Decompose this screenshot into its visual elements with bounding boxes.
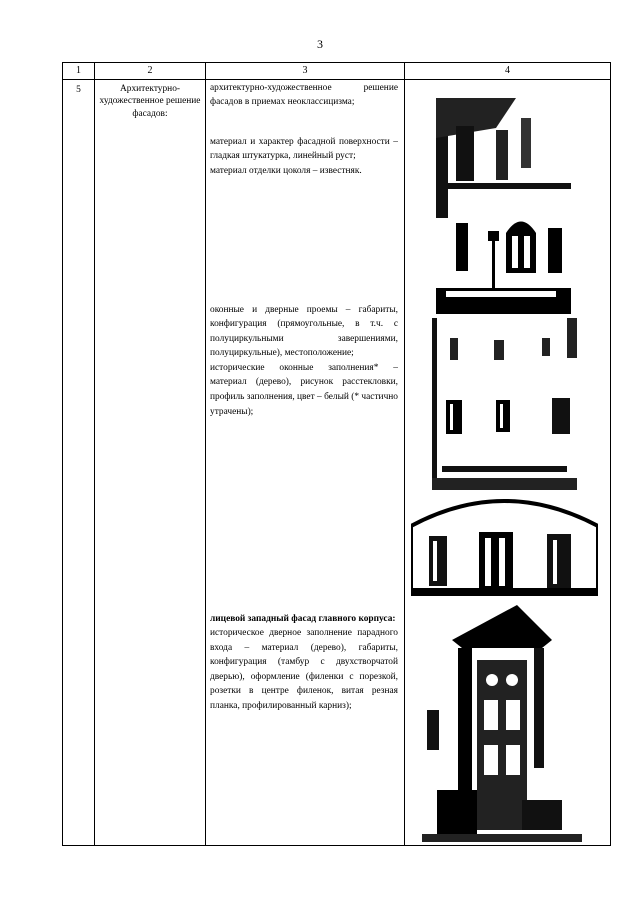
document-table: [62, 62, 611, 846]
facade-photo-arched-window: [436, 98, 571, 314]
photos-cell: [405, 79, 611, 845]
paragraph-entrance-door: историческое дверное заполнение парадного входа – материал (дерево), габариты, конфигурация (тамбур с двухстворчатой дверью), оформление (филенки с порезкой, розетки в центре филенок, витая резная планка, профилированный карниз);: [210, 628, 398, 711]
table-row: [63, 79, 611, 845]
paragraph-plinth: материал отделки цоколя – известняк.: [210, 165, 362, 176]
header-col-2: 2: [95, 63, 206, 80]
paragraph-west-facade-heading: лицевой западный фасад главного корпуса:: [210, 613, 396, 624]
paragraph-style: архитектурно-художественное решение фасадов в приемах неоклассицизма;: [210, 82, 398, 108]
facade-photo-arch: [411, 496, 598, 596]
paragraph-surface: материал и характер фасадной поверхности – гладкая штукатурка, линейный руст;: [210, 136, 398, 162]
header-col-1: 1: [63, 63, 95, 80]
page-number: 3: [317, 37, 323, 51]
header-col-4: 4: [405, 63, 611, 80]
paragraph-openings: оконные и дверные проемы – габариты, конфигурация (прямоугольные, в т.ч. с полуциркульными завершениями, полуциркульные), местоположение;: [210, 304, 398, 359]
row-subject: Архитектурно-художественное решение фасадов:: [95, 79, 206, 845]
facade-photo-rectangular-windows: [432, 318, 577, 490]
table-header-row: [63, 63, 611, 80]
row-description: [206, 79, 405, 845]
row-number: 5: [63, 79, 95, 845]
paragraph-windows: исторические оконные заполнения* – материал (дерево), рисунок расстекловки, профиль заполнения, цвет – белый (* частично утрачены);: [210, 362, 398, 417]
entrance-porch-photo: [422, 600, 582, 842]
header-col-3: 3: [206, 63, 405, 80]
